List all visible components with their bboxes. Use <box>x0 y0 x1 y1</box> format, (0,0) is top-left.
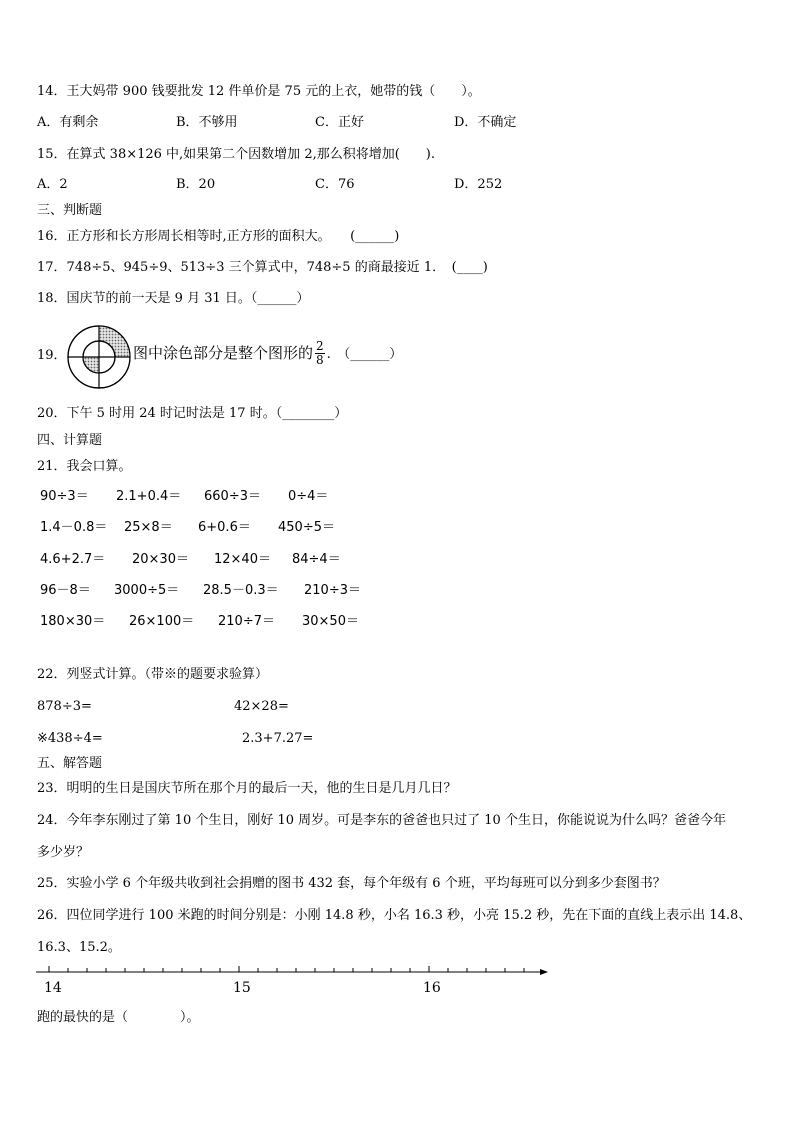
calc-item: 12×40＝ <box>214 552 271 567</box>
calc-item: 90÷3＝ <box>40 489 89 504</box>
calc-item: 210÷3＝ <box>304 583 361 598</box>
calc-item: 180×30＝ <box>40 614 106 629</box>
calc-item: 25×8＝ <box>124 520 173 535</box>
arrow-icon <box>540 969 548 975</box>
axis-label-14: 14 <box>44 980 62 996</box>
calc-item: 450÷5＝ <box>278 520 335 535</box>
calc-item: 2.1+0.4＝ <box>116 489 182 504</box>
q15-option-d: D．252 <box>454 177 503 192</box>
calc-item: 96－8＝ <box>40 583 91 598</box>
vertical-calc-item: ※438÷4= <box>37 731 103 746</box>
q14-option-b: B．不够用 <box>176 115 238 130</box>
question-26-line2: 16.3、15.2。 <box>37 940 121 955</box>
q19-number: 19． <box>37 348 67 363</box>
question-15: 15．在算式 38×126 中,如果第二个因数增加 2,那么积将增加( ). <box>37 147 435 162</box>
axis-label-16: 16 <box>423 980 441 996</box>
q19-text-before: 图中涂色部分是整个图形的 <box>133 344 314 362</box>
calc-item: 6+0.6＝ <box>198 520 251 535</box>
question-22-title: 22．列竖式计算。（带※的题要求验算） <box>37 667 269 682</box>
fraction-denominator: 8 <box>316 353 324 367</box>
question-23: 23．明明的生日是国庆节所在那个月的最后一天，他的生日是几月几日？ <box>37 781 457 796</box>
q19-text <box>133 340 402 367</box>
question-16: 16．正方形和长方形周长相等时,正方形的面积大。 (______) <box>37 229 400 244</box>
number-line <box>36 962 550 982</box>
q14-option-d: D．不确定 <box>454 115 517 130</box>
q15-option-c: C．76 <box>315 177 355 192</box>
question-17: 17．748÷5、945÷9、513÷3 三个算式中，748÷5 的商最接近 1． (____) <box>37 260 488 275</box>
fraction <box>315 340 325 367</box>
axis-label-15: 15 <box>233 980 251 996</box>
vertical-calc-item: 2.3+7.27= <box>242 731 314 746</box>
circle-figure <box>66 324 132 390</box>
vertical-calc-item: 878÷3= <box>37 699 92 714</box>
question-24-line1: 24．今年李东刚过了第 10 个生日，刚好 10 周岁。可是李东的爸爸也只过了 10 个生日，你能说说为什么吗？爸爸今年 <box>37 813 726 828</box>
question-26-answer: 跑的最快的是（ ）。 <box>37 1010 200 1025</box>
vertical-calc-item: 42×28= <box>234 699 289 714</box>
calc-item: 0÷4＝ <box>288 489 329 504</box>
calc-item: 660÷3＝ <box>204 489 261 504</box>
question-25: 25．实验小学 6 个年级共收到社会捐赠的图书 432 套，每个年级有 6 个班，平均每班可以分到多少套图书？ <box>37 876 666 891</box>
calc-item: 210÷7＝ <box>218 614 275 629</box>
q14-option-a: A．有剩余 <box>37 115 99 130</box>
calc-item: 1.4－0.8＝ <box>40 520 108 535</box>
calc-item: 20×30＝ <box>132 552 189 567</box>
q15-option-a: A．2 <box>37 177 68 192</box>
question-20: 20．下午 5 时用 24 时记时法是 17 时。（________） <box>37 406 348 421</box>
question-26-line1: 26．四位同学进行 100 米跑的时间分别是：小刚 14.8 秒，小名 16.3 秒，小亮 15.2 秒，先在下面的直线上表示出 14.8、 <box>37 908 752 923</box>
question-14: 14．王大妈带 900 钱要批发 12 件单价是 75 元的上衣，她带的钱（ ）。 <box>37 84 481 99</box>
q14-option-c: C．正好 <box>315 115 364 130</box>
calc-item: 3000÷5＝ <box>114 583 180 598</box>
calc-item: 4.6+2.7＝ <box>40 552 106 567</box>
question-24-line2: 多少岁？ <box>37 845 90 860</box>
section-heading-word-problems: 五、解答题 <box>37 756 103 771</box>
section-heading-calculation: 四、计算题 <box>37 433 103 448</box>
calc-item: 84÷4＝ <box>292 552 341 567</box>
calc-item: 26×100＝ <box>129 614 195 629</box>
q15-option-b: B．20 <box>176 177 216 192</box>
calc-item: 30×50＝ <box>302 614 359 629</box>
section-heading-judgement: 三、判断题 <box>37 203 103 218</box>
fraction-numerator: 2 <box>316 339 324 353</box>
question-21-title: 21．我会口算。 <box>37 459 132 474</box>
question-18: 18．国庆节的前一天是 9 月 31 日。（______） <box>37 291 310 306</box>
q19-text-after: . （______） <box>326 347 403 362</box>
calc-item: 28.5－0.3＝ <box>203 583 279 598</box>
